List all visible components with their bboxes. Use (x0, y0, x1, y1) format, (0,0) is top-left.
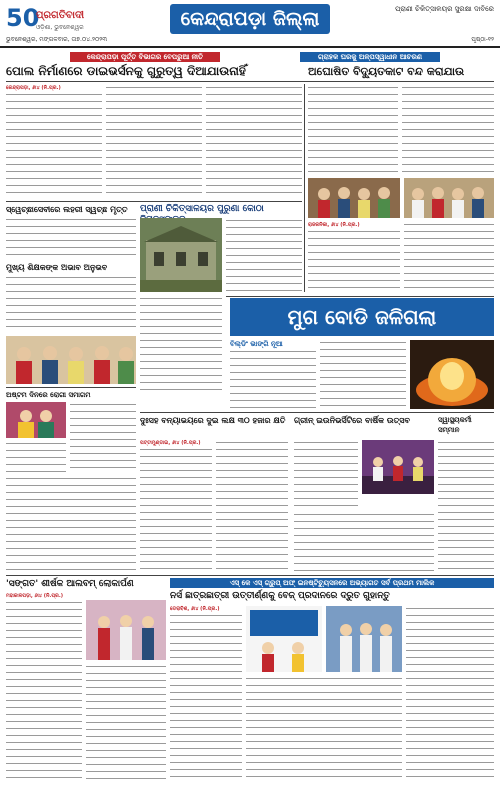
divider (6, 387, 136, 388)
a4-body (226, 218, 302, 292)
a2-photo-2 (404, 178, 494, 218)
a4-photo (140, 218, 222, 292)
a4-headline[interactable]: ପ୍ରାଣୀ ଚିକିତ୍ସାଳୟର ପୁରୁଣା କୋଠା (140, 204, 264, 214)
fire-image (410, 340, 494, 409)
a10-headline[interactable]: ସ୍ୱାସ୍ଥ୍ୟକର୍ମୀ ସମ୍ମାନ (438, 416, 472, 434)
festival-photo (6, 402, 66, 438)
anniversary-stage-photo (246, 606, 322, 672)
a7-body-3 (6, 476, 136, 571)
page-title: କେନ୍ଦ୍ରାପଡ଼ା ଜିଲ୍ଲା (170, 4, 330, 34)
a6-body-col1 (230, 349, 316, 409)
logo-name: ପ୍ରଗତିବାଦୀ (36, 10, 85, 21)
a1-byline: କେନ୍ଦ୍ରାପଡ଼ା, ୬ା୪ (ନି.ପ୍ର.) (6, 85, 61, 91)
a8-body-col2 (216, 440, 288, 571)
nurse-students-photo (326, 606, 402, 672)
album-launch-photo (86, 600, 166, 660)
a1-body-col3 (206, 85, 302, 198)
a9-photo (362, 440, 434, 494)
a12-headline[interactable]: ନର୍ସ ଛାତ୍ରଛାତ୍ରୀ ଉତ୍ତୀର୍ଣ୍ଣକୁ ବେଜ୍ ପ୍ରଦାନରେ ଦ୍ରୁତ ଗୁହାନ୍ତୁ (170, 591, 390, 601)
a12-body-col1 (170, 613, 242, 780)
crowd-photo (404, 178, 494, 218)
a8-headline[interactable]: ଦୁଃସହ ବନ୍ୟାଭୟରେ ଦୁଇ ଲକ୍ଷ ୩୦ ହଜାର କ୍ଷତି (140, 416, 286, 425)
column-divider (304, 84, 305, 292)
divider (6, 81, 494, 82)
a12-strap: ଏସ୍ କେ ଏସ୍ ଗ୍ରୁପ୍ ଅଫ୍ ଇନଷ୍ଟିଚ୍ୟୁସନରେ ଅଭ୍ୟାଗତ ସର୍ବ ପ୍ରଥମ ମାଲିକ (170, 578, 494, 588)
a12-body-col2 (246, 676, 402, 780)
masthead-tagline: ପ୍ରାଣୀ ଚିକିତ୍ସାଳୟର ସୁରକ୍ଷା ଦାବିରେ (395, 5, 494, 13)
dateline: ଭୁବନେଶ୍ୱର, ମଙ୍ଗଳବାର, ତା୭.୦୪.୨୦୨୩ (6, 36, 108, 43)
a8-body-col1 (140, 447, 212, 571)
a7-headline[interactable]: ଅଷ୍ଟମ ଦିନରେ ରୋଗୀ ସମାଗମ (6, 391, 91, 399)
divider (6, 575, 494, 576)
a5-headline[interactable]: ମୁଖ୍ୟ ଶିକ୍ଷକଙ୍କ ଅଭାବ ଅନୁଭବ (6, 263, 108, 272)
a2b-body-col2 (404, 222, 494, 293)
a5-photo (6, 336, 136, 384)
a9-headline[interactable]: ଗ୍ରୀନ୍ ଇଉନିଭର୍ସିଟିରେ ବାର୍ଷିକ ଉତ୍ସବ (294, 416, 410, 425)
a1-headline[interactable]: ପୋଲ ନିର୍ମାଣରେ ଡାଇଭର୍ସନକୁ ଗୁରୁତ୍ୱ ଦିଆଯାଉନାହିଁ (6, 64, 246, 78)
a1-strap: କେନ୍ଦ୍ରାପଡ଼ା ପୂର୍ତ୍ତ ବିଭାଗର ବେପରୁଆ ନୀତି (70, 52, 220, 62)
a2-body-col1 (308, 85, 398, 175)
a11-headline[interactable]: 'ସଙ୍ଗତ' ଶୀର୍ଷକ ଆଲବମ୍ ଲୋକାର୍ପଣ (6, 579, 134, 589)
a1-body-col2 (106, 85, 202, 198)
a9-body-2 (294, 512, 434, 571)
a7-body-2 (6, 441, 66, 472)
logo-number: 50 (6, 4, 40, 32)
a5-body (6, 275, 136, 333)
a2-photo (308, 178, 400, 218)
a12-byline: ଡେରାବିଶ, ୬ା୪ (ନି.ପ୍ର.) (170, 606, 220, 612)
a6-headline[interactable]: ମୁଗ ବୋଡି ଜଳିଗଲା (230, 298, 494, 336)
logo-tag: ଓଡ଼ିଶା, ଭୁବନେଶ୍ୱର (36, 24, 84, 31)
hospital-building-image (140, 218, 222, 292)
a12-photo-2 (326, 606, 402, 672)
a11-byline: ମହାକାଳପଡ଼ା, ୬ା୪ (ନି.ପ୍ର.) (6, 593, 64, 599)
a2b-body-col1 (308, 229, 400, 293)
a6-kicker: ବିଲ୍ଡିଂ ଭାଙ୍ଗି ନୂଆ (230, 340, 283, 348)
divider (6, 201, 302, 202)
a11-body-col1 (6, 600, 82, 780)
page-number: ପୃଷ୍ଠା-୧୨ (471, 36, 494, 43)
a12-photo-1 (246, 606, 322, 672)
a11-photo (86, 600, 166, 660)
a8-byline: ପଟ୍ଟାମୁଣ୍ଡାଇ, ୬ା୪ (ନି.ପ୍ର.) (140, 440, 201, 446)
a11-body-col2 (86, 664, 166, 780)
a2b-byline: ରାଜକନିକା, ୬ା୪ (ନି.ପ୍ର.) (308, 222, 360, 228)
a7-photo (6, 402, 66, 438)
students-photo (6, 336, 136, 384)
a3-headline[interactable]: ସ୍ୱେଚ୍ଛାସେବୀରେ ଲହରୀ ସ୍ୱଚ୍ଛ ମୃତ୍ତ (6, 205, 128, 214)
a9-body (294, 440, 358, 510)
a2-strap: ଗ୍ରାହକ ଘରକୁ ଅଳ୍ପସ୍ୱାଧୀନ ଆଚରଣ (300, 52, 440, 62)
divider (140, 412, 494, 413)
a6-body-col2 (320, 340, 406, 409)
a2-body-col2 (402, 85, 494, 175)
meeting-photo (308, 178, 400, 218)
a1-body-col1 (6, 92, 102, 198)
a4-body-continued (140, 296, 222, 392)
masthead (0, 0, 500, 48)
a12-body-col3 (406, 606, 494, 780)
a6-photo (410, 340, 494, 409)
stage-event-photo (362, 440, 434, 494)
a7-body (70, 402, 136, 472)
a10-body (438, 440, 494, 571)
a3-body (6, 217, 136, 257)
divider (226, 296, 494, 297)
a2-headline[interactable]: ଅଘୋଷିତ ବିଦ୍ୟୁତକାଟ ବନ୍ଦ କରାଯାଉ (308, 65, 465, 78)
